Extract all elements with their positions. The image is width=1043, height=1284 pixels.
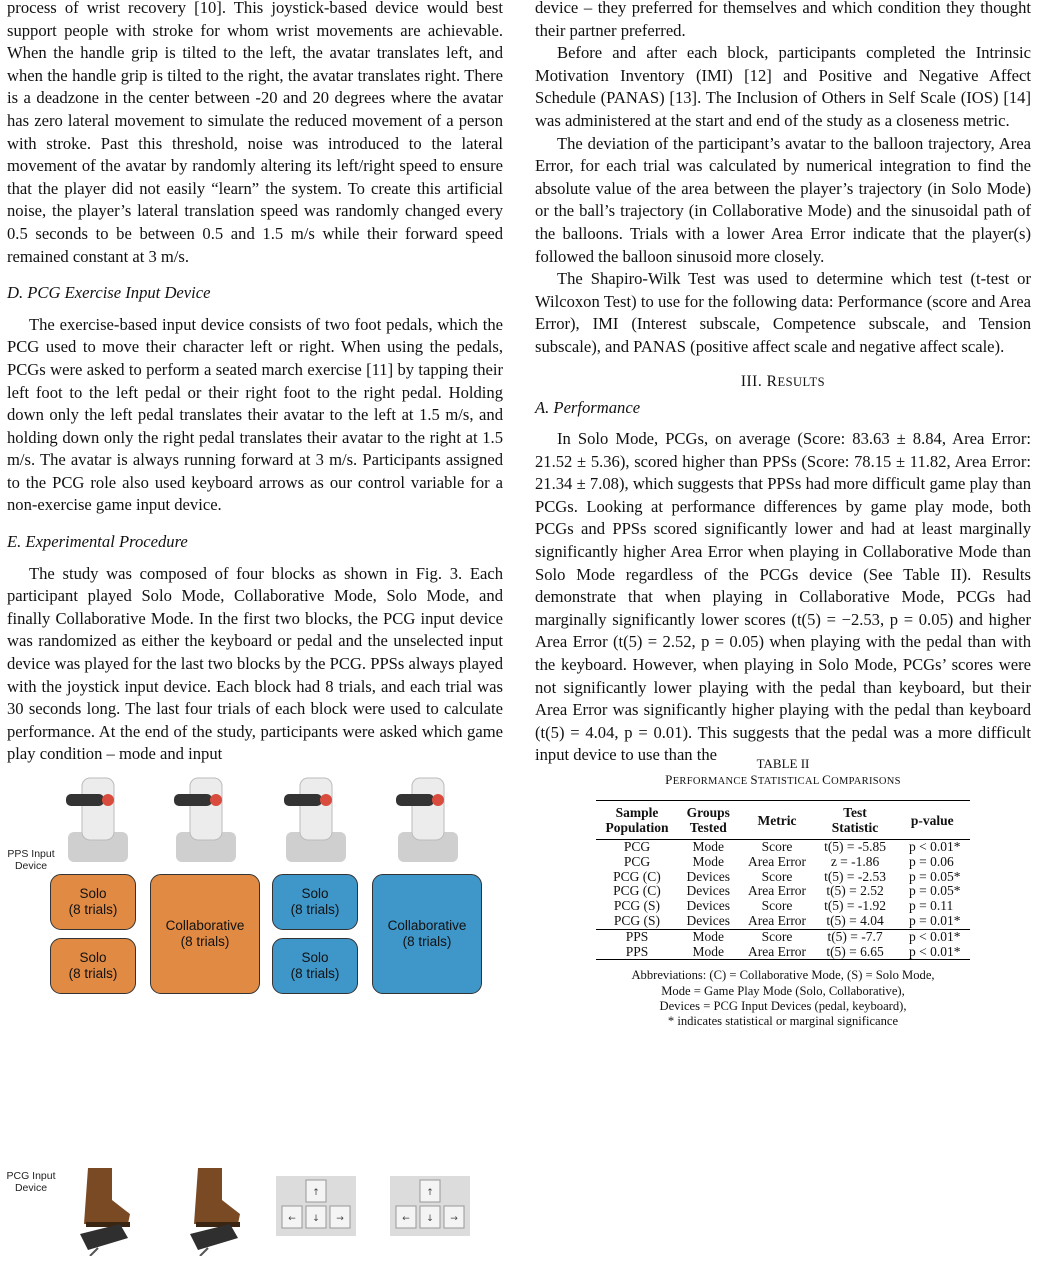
cell-groups: Mode xyxy=(692,839,724,854)
cell-statistic: t(5) = -1.92 xyxy=(824,898,887,914)
cell-sample: PCG (C) xyxy=(613,868,661,884)
section-a-heading: A. Performance xyxy=(535,397,641,417)
cell-groups: Devices xyxy=(686,868,730,884)
paragraph-performance: In Solo Mode, PCGs, on average (Score: 83.63 ± 8.84, Area Error: 21.52 ± 5.36), scored higher than PPSs (Score: 78.15 ± 11.82, Area Error: 21.34 ± 7.08), which suggests that PPSs had more difficult game play than PCGs. Looking at performance differences by game play mode, both PCGs and PPSs scored significantly lower and had at least marginally significantly higher Area Error when playing in Collaborative Mode than Solo Mode regardless of the PCGs device (See Table II). Results demonstrate that when playing in Collaborative Mode, PCGs had marginally significantly lower scores (t(5) = −2.53, p = 0.05) and higher Area Error (t(5) = 2.52, p = 0.05) when playing with the pedal than with the keyboard. However, when playing in Solo Mode, PCGs’ scores were not significantly lower playing with the pedal than keyboard, but their Area Error was significantly higher playing with the pedal than keyboard (t(5) = 4.04, p = 0.01). This suggests that the pedal was a more difficult input device to use than the xyxy=(535,429,1031,765)
foot-pedal-icon xyxy=(178,1164,252,1256)
paragraph-experimental-procedure: The study was composed of four blocks as shown in Fig. 3. Each participant played Solo Mode, Collaborative Mode, Solo Mode, and finally Collaborative Mode. In the first two blocks, the PCG input device was randomized as either the keyboard or pedal and the unselected input device was played for the last two blocks by the PCG. PPSs always played with the joystick input device. Each block had 8 trials, and each trial was 30 seconds long. The last four trials of each block were used to calculate performance. At the end of the study, participants were asked which game play condition – mode and input xyxy=(7,563,503,764)
cell-statistic: t(5) = -5.85 xyxy=(824,839,887,854)
svg-text:←: ← xyxy=(288,1214,296,1224)
block-4-collaborative: Collaborative (8 trials) xyxy=(372,874,482,994)
block-3-solo-top: Solo (8 trials) xyxy=(272,874,358,930)
table-row xyxy=(596,899,969,914)
cell-p-value: p = 0.01* xyxy=(909,912,961,928)
table-title: PERFORMANCE STATISTICAL COMPARISONS xyxy=(665,772,901,787)
cell-p-value: p < 0.01* xyxy=(895,929,970,944)
joystick-icon xyxy=(62,774,134,866)
cell-statistic: t(5) = 4.04 xyxy=(826,912,884,928)
cell-metric: Score xyxy=(761,898,793,914)
svg-text:→: → xyxy=(336,1214,344,1224)
svg-text:↓: ↓ xyxy=(312,1214,320,1224)
cell-sample: PCG (S) xyxy=(613,898,661,914)
cell-groups: Mode xyxy=(677,929,738,944)
header-sample-population: Sample Population xyxy=(605,805,669,835)
table-row xyxy=(596,929,969,944)
cell-sample: PCG xyxy=(623,853,651,869)
table-row xyxy=(596,840,969,855)
joystick-icon xyxy=(280,774,352,866)
cell-groups: Devices xyxy=(686,898,730,914)
cell-p-value: p = 0.06 xyxy=(909,853,954,869)
block-1-solo-bottom: Solo (8 trials) xyxy=(50,938,136,994)
cell-p-value: p = 0.05* xyxy=(909,883,961,899)
table-ii xyxy=(535,756,1031,1029)
svg-text:→: → xyxy=(450,1214,458,1224)
cell-groups: Devices xyxy=(686,912,730,928)
cell-sample: PCG xyxy=(623,839,651,854)
table-row xyxy=(596,884,969,899)
table-row xyxy=(596,945,969,960)
arrow-keys-icon xyxy=(390,1176,470,1236)
pcg-input-device-label: PCG Input Device xyxy=(6,1170,56,1194)
cell-metric: Area Error xyxy=(747,883,807,899)
foot-pedal-icon xyxy=(68,1164,142,1256)
performance-statistics-table xyxy=(596,800,969,960)
paragraph-joystick-device: process of wrist recovery [10]. This joystick-based device would best support people with stroke for whom wrist movements are achievable. When the handle grip is tilted to the left, the avatar translates left, and when the handle grip is tilted to the right, the avatar translates right. There is a deadzone in the center between -20 and 20 degrees where the avatar has zero lateral movement to simulate the reduced movement of a person with stroke. Past this threshold, noise was introduced to the lateral movement of the avatar by randomly altering its left/right speed to ensure that the player did not easily “learn” the system. To create this artificial noise, the player’s lateral translation speed was randomly changed every 0.5 seconds to be between 0.5 and 1.5 m/s while their forward speed remained constant at 3 m/s. xyxy=(7,0,503,266)
cell-metric: Area Error xyxy=(747,912,807,928)
joystick-icon xyxy=(170,774,242,866)
cell-sample: PCG (S) xyxy=(613,912,661,928)
cell-groups: Devices xyxy=(686,883,730,899)
left-column xyxy=(7,0,503,766)
svg-text:↑: ↑ xyxy=(426,1188,434,1198)
paragraph-area-error: The deviation of the participant’s avatar to the balloon trajectory, Area Error, for each trial was calculated by numerical integration to find the absolute value of the area between the player’s trajectory (in Solo Mode) or the ball’s trajectory (in Collaborative Mode) and the sinusoidal path of the balloons. Trials with a lower Area Error indicate that the player(s) followed the balloon sinusoid more closely. xyxy=(535,133,1031,266)
cell-metric: Score xyxy=(761,868,793,884)
cell-p-value: p = 0.11 xyxy=(909,898,954,914)
cell-p-value: p < 0.01* xyxy=(909,943,961,959)
header-groups-tested: Groups Tested xyxy=(686,805,730,835)
cell-metric: Score xyxy=(761,839,793,854)
header-test-statistic: Test Statistic xyxy=(831,805,879,835)
cell-groups: Mode xyxy=(692,943,724,959)
cell-metric: Area Error xyxy=(747,943,807,959)
cell-statistic: t(5) = -7.7 xyxy=(815,929,895,944)
block-3-solo-bottom: Solo (8 trials) xyxy=(272,938,358,994)
section-e-heading: E. Experimental Procedure xyxy=(7,532,188,552)
right-column xyxy=(535,0,1031,767)
cell-groups: Mode xyxy=(692,853,724,869)
cell-p-value: p < 0.01* xyxy=(909,839,961,854)
cell-statistic: z = -1.86 xyxy=(830,853,880,869)
table-row xyxy=(596,870,969,885)
block-1-solo-top: Solo (8 trials) xyxy=(50,874,136,930)
cell-metric: Area Error xyxy=(747,853,807,869)
cell-sample: PPS xyxy=(596,929,677,944)
study-blocks-figure xyxy=(0,688,510,1278)
cell-sample: PCG (C) xyxy=(613,883,661,899)
cell-statistic: t(5) = 2.52 xyxy=(826,883,884,899)
header-metric: Metric xyxy=(757,812,797,828)
table-row xyxy=(596,855,969,870)
paragraph-pcg-input-device: The exercise-based input device consists of two foot pedals, which the PCG used to move their character left or right. When using the pedals, PCGs were asked to perform a seated march exercise [11] by tapping their left foot to the left pedal or their right foot to the right pedal. Holding down only the left pedal translates their avatar to the left at 1.5 m/s, and holding down only the right pedal translates their avatar to the right at 1.5 m/s. The avatar is always running forward at 3 m/s. Participants assigned to the PCG role also used keyboard arrows as our control variable for a non-exercise game input device. xyxy=(7,314,503,515)
arrow-keys-icon xyxy=(276,1176,356,1236)
block-2-collaborative: Collaborative (8 trials) xyxy=(150,874,260,994)
paragraph-preference: device – they preferred for themselves and which condition they thought their partner preferred. xyxy=(535,0,1031,40)
cell-sample: PPS xyxy=(625,943,649,959)
pps-input-device-label: PPS Input Device xyxy=(7,848,55,872)
svg-text:↓: ↓ xyxy=(426,1214,434,1224)
table-row xyxy=(596,914,969,929)
cell-metric: Score xyxy=(739,929,815,944)
svg-text:↑: ↑ xyxy=(312,1188,320,1198)
cell-p-value: p = 0.05* xyxy=(909,868,961,884)
table-number: TABLE II xyxy=(756,756,810,771)
table-abbreviations: Abbreviations: (C) = Collaborative Mode, (S) = Solo Mode, Mode = Game Play Mode (Solo, Collaborative), Devices = PCG Input Devices (pedal, keyboard), * indicates statistical or marginal significance xyxy=(631,968,935,1028)
section-d-heading: D. PCG Exercise Input Device xyxy=(7,283,211,303)
table-header-row xyxy=(596,801,969,840)
header-p-value: p-value xyxy=(910,812,954,828)
svg-text:←: ← xyxy=(402,1214,410,1224)
paragraph-questionnaires: Before and after each block, participants completed the Intrinsic Motivation Inventory (IMI) [12] and Positive and Negative Affect Schedule (PANAS) [13]. The Inclusion of Others in Self Scale (IOS) [14] was administered at the start and end of the study as a closeness metric. xyxy=(535,43,1031,130)
paragraph-shapiro-wilk: The Shapiro-Wilk Test was used to determine which test (t-test or Wilcoxon Test) to use for the following data: Performance (score and Area Error), IMI (Interest subscale, Competence subscale, and Tension subscale), and PANAS (positive affect scale and negative affect scale). xyxy=(535,269,1031,356)
joystick-icon xyxy=(392,774,464,866)
cell-statistic: t(5) = 6.65 xyxy=(826,943,884,959)
cell-statistic: t(5) = -2.53 xyxy=(824,868,887,884)
results-heading: III. RESULTS xyxy=(740,372,826,390)
